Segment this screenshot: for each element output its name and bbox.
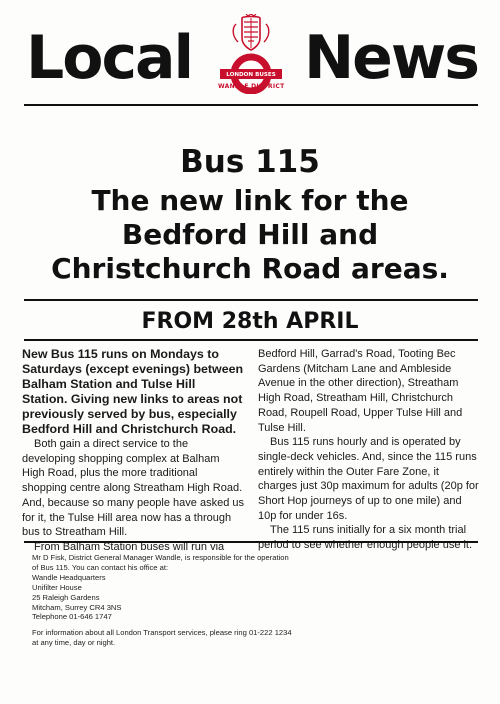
masthead-rule xyxy=(24,104,478,106)
body-paragraph: Bus 115 runs hourly and is operated by single-deck vehicles. And, since the 115 runs entirely within the Outer Fare Zone, it charges just 30p maximum for adults (20p for Short Hop journeys of up to one mile) and 10p for under 16s. xyxy=(258,436,479,522)
contact-intro: Mr D Fisk, District General Manager Wandle, is responsible for the operation of Bus 115. You can contact his office at: xyxy=(32,553,289,572)
lead-paragraph: New Bus 115 runs on Mondays to Saturdays (except evenings) between Balham Station and Tulse Hill Station. Giving new links to areas not previously served by bus, especially Bedford Hill and Christchurch Road. xyxy=(22,347,244,436)
masthead xyxy=(24,12,484,92)
headline-subtitle-line: Bedford Hill and xyxy=(121,218,379,251)
roundel-graphic xyxy=(218,14,284,94)
masthead-word-news: News xyxy=(303,23,478,93)
date-banner: FROM 28th APRIL xyxy=(141,309,359,334)
logo-bar-text: LONDON BUSES xyxy=(226,72,276,78)
body-paragraph: The 115 runs initially for a six month trial period to see whether enough people use it. xyxy=(258,524,473,552)
logo-district-text: WANDLE DISTRICT xyxy=(218,83,285,90)
date-rule-top xyxy=(24,299,478,301)
telephone-line: Telephone 01-646 1747 xyxy=(32,612,112,622)
headline-title: Bus 115 xyxy=(180,144,320,180)
body-column-left xyxy=(22,347,244,555)
crest-icon xyxy=(233,14,269,50)
body-column-right xyxy=(258,347,480,553)
headline-subtitle-line: Christchurch Road areas. xyxy=(51,252,449,285)
london-buses-roundel-icon xyxy=(218,14,284,94)
footer-rule xyxy=(24,541,478,543)
headline-subtitle-line: The new link for the xyxy=(91,184,409,217)
body-paragraph: Bedford Hill, Garrad's Road, Tooting Bec Gardens (Mitcham Lane and Ambleside Avenue in the other direction), Streatham High Road, Streatham Hill, Christchurch Road, Roupell Road, Upper Tulse Hill and Tulse Hill. xyxy=(258,348,463,434)
date-rule-bottom xyxy=(24,339,478,341)
contact-block xyxy=(32,553,292,648)
info-line: For information about all London Transport services, please ring 01-222 1234 at any time, day or night. xyxy=(32,628,292,648)
address-line: 25 Raleigh Gardens xyxy=(32,592,100,602)
address-line: Wandle Headquarters xyxy=(32,572,106,582)
masthead-word-local: Local xyxy=(26,23,193,93)
address-line: Mitcham, Surrey CR4 3NS xyxy=(32,602,122,612)
body-paragraph: From Balham Station buses will run via xyxy=(34,540,225,553)
body-paragraph: Both gain a direct service to the developing shopping complex at Balham High Road, plus the more traditional shopping centre along Streatham High Road. And, because so many people have asked us for it, the Tulse Hill area now has a through bus to Streatham Hill. xyxy=(22,438,244,539)
address-line: Unifilter House xyxy=(32,582,82,592)
